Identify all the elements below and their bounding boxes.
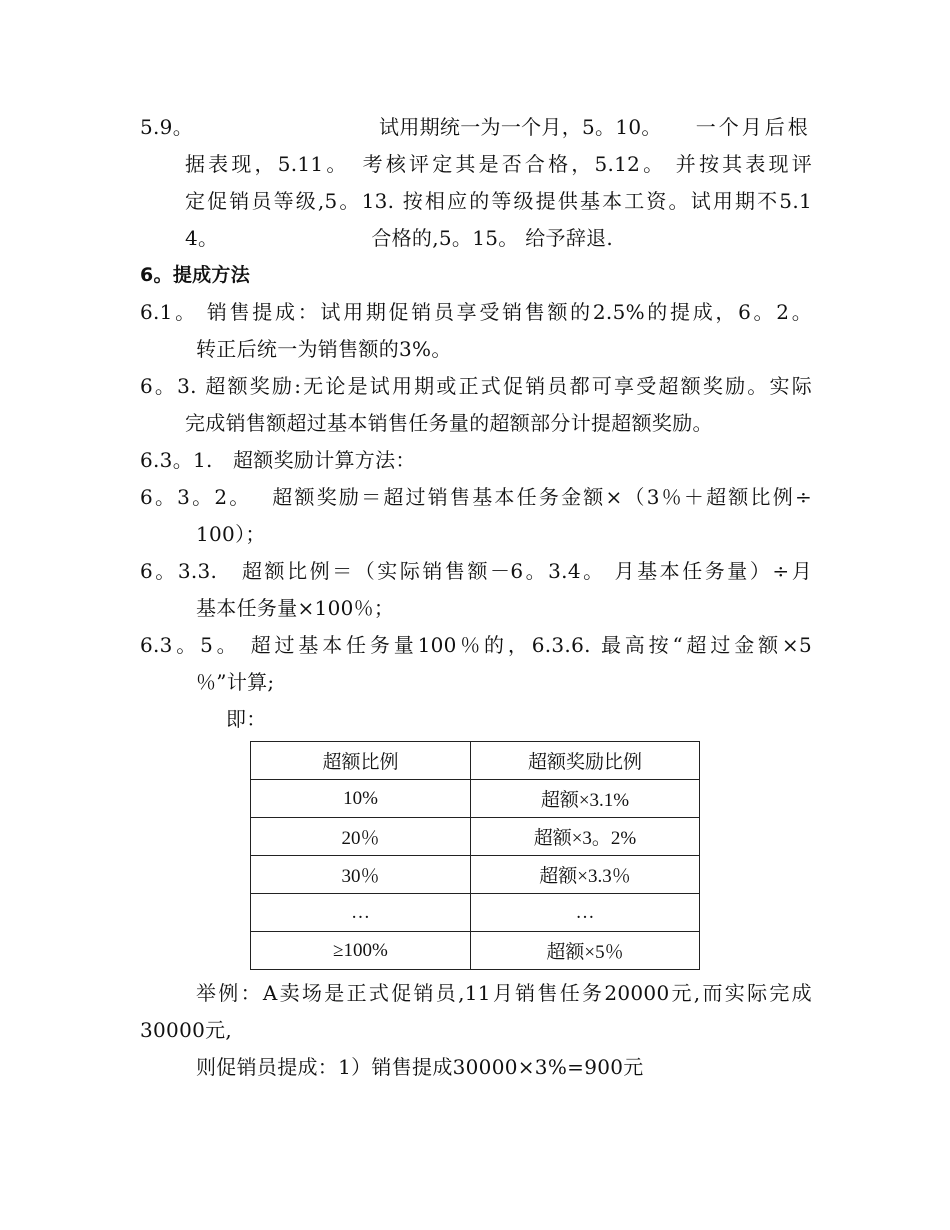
- table-cell: 10%: [251, 780, 471, 818]
- text-line: 6。3. 超额奖励:无论是试用期或正式促销员都可享受超额奖励。实际: [140, 374, 812, 398]
- text-line: 转正后统一为销售额的3%。: [196, 337, 452, 361]
- bonus-ratio-table: [250, 741, 700, 970]
- table-cell: 超额×5％: [471, 932, 700, 970]
- text-line: 据表现，5.11。 考核评定其是否合格，5.12。 并按其表现评: [185, 152, 812, 176]
- table-row: [251, 894, 700, 932]
- table-cell: 超额×3.1%: [471, 780, 700, 818]
- text-line: 完成销售额超过基本销售任务量的超额部分计提超额奖励。: [185, 411, 713, 435]
- text-line: 基本任务量×100％；: [196, 596, 395, 620]
- table-cell: 超额×3。2%: [471, 818, 700, 856]
- text-fragment: 合格的,5。15。 给予辞退.: [371, 226, 614, 250]
- table-cell: 30％: [251, 856, 471, 894]
- text-line: 则促销员提成：1）销售提成30000×3%=900元: [196, 1055, 644, 1079]
- table-cell: 20％: [251, 818, 471, 856]
- clause-number: 5.9。: [140, 115, 194, 139]
- text-line: 6.3。1. 超额奖励计算方法：: [140, 448, 416, 472]
- table-row: [251, 780, 700, 818]
- text-fragment: 4。: [185, 226, 219, 250]
- text-fragment: 试用期统一为一个月，5。10。: [379, 115, 662, 139]
- table-header-cell: 超额奖励比例: [471, 742, 700, 780]
- text-line: [140, 113, 812, 141]
- text-fragment: 一个月后根: [695, 115, 811, 139]
- table-row: [251, 932, 700, 970]
- table-cell: …: [471, 894, 700, 932]
- table-header-row: [251, 742, 700, 780]
- table-row: [251, 818, 700, 856]
- text-line: ％”计算;: [196, 670, 275, 694]
- text-line: 6。3。2。 超额奖励＝超过销售基本任务金额×（3％＋超额比例÷: [140, 485, 812, 509]
- table-cell: …: [251, 894, 471, 932]
- text-line: 6.3。5。 超过基本任务量100％的，6.3.6. 最高按“超过金额×5: [140, 633, 812, 657]
- text-line: 定促销员等级,5。13. 按相应的等级提供基本工资。试用期不5.1: [185, 189, 812, 213]
- table-header-cell: 超额比例: [251, 742, 471, 780]
- table-cell: ≥100%: [251, 932, 471, 970]
- text-line: 6。3.3. 超额比例＝（实际销售额－6。3.4。 月基本任务量）÷月: [140, 559, 812, 583]
- text-line: 6.1。 销售提成：试用期促销员享受销售额的2.5%的提成，6。2。: [140, 300, 812, 324]
- text-line: 100）；: [196, 522, 266, 546]
- text-line: 举例：A卖场是正式促销员,11月销售任务20000元,而实际完成: [196, 981, 812, 1005]
- table-row: [251, 856, 700, 894]
- table-cell: 超额×3.3％: [471, 856, 700, 894]
- text-line: 30000元,: [140, 1018, 233, 1042]
- text-line: 即：: [226, 707, 267, 731]
- section-heading: 6。提成方法: [140, 264, 251, 286]
- text-line: [185, 224, 812, 252]
